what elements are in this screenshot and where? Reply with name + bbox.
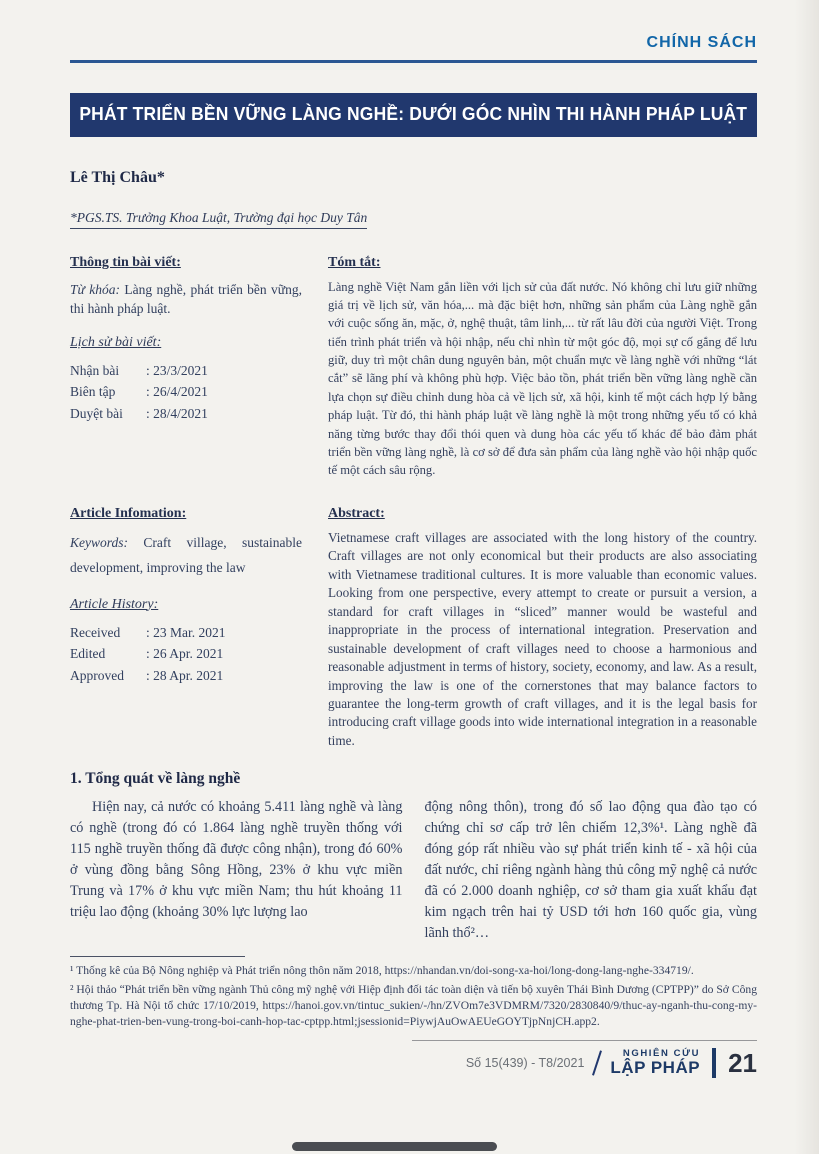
history-value: : 26 Apr. 2021 (146, 646, 224, 662)
footer-vertical-bar (712, 1048, 716, 1078)
body-columns (70, 797, 757, 943)
header-rule (70, 60, 757, 63)
footer-slash-divider (592, 1050, 602, 1075)
article-info-left-en (70, 506, 302, 751)
page-footer (70, 1040, 757, 1079)
horizontal-scrollbar-thumb[interactable] (292, 1142, 497, 1151)
issue-label: Số 15(439) - T8/2021 (465, 1056, 585, 1070)
section-heading: 1. Tổng quát về làng nghề (70, 770, 241, 788)
footer-rule (412, 1040, 757, 1041)
history-row-edited-vi (70, 381, 302, 403)
article-title: PHÁT TRIỂN BỀN VỮNG LÀNG NGHỀ: DƯỚI GÓC NHÌN THI HÀNH PHÁP LUẬT (79, 104, 748, 124)
journal-name-bottom: LẬP PHÁP (610, 1058, 701, 1078)
history-label: Biên tập (70, 384, 116, 400)
history-row-received-vi (70, 360, 302, 382)
abstract-block-vi (328, 255, 757, 480)
section-category-label: CHÍNH SÁCH (646, 34, 757, 51)
article-info-english (70, 506, 757, 751)
history-label: Duyệt bài (70, 406, 123, 422)
abstract-heading-vi: Tóm tắt: (328, 254, 381, 270)
keywords-label-vi: Từ khóa: (70, 281, 120, 297)
history-heading-en: Article History: (70, 596, 159, 612)
footer-row (70, 1048, 757, 1079)
author-affiliation: *PGS.TS. Trưởng Khoa Luật, Trường đại học Duy Tân (70, 210, 367, 229)
article-body (70, 770, 757, 943)
author-block (70, 169, 757, 229)
history-value: : 23/3/2021 (146, 362, 208, 378)
journal-logo (610, 1049, 700, 1077)
abstract-heading-en: Abstract: (328, 505, 385, 521)
keywords-text-en: Craft village, sustainable development, improving the law (70, 534, 302, 575)
article-info-left-vi (70, 255, 302, 480)
body-column-left: Hiện nay, cả nước có khoảng 5.411 làng nghề và làng có nghề (trong đó có 1.864 làng nghề truyền thống với 115 nghề truyền thống đã được công nhận), trong đó 60% ở vùng đồng bằng Sông Hồng, 23% ở khu vực miền Trung và 17% ở khu vực miền Nam; thu hút khoảng 11 triệu lao động (khoảng 30% lực lượng lao (70, 799, 403, 920)
history-label: Approved (70, 668, 124, 684)
history-value: : 28 Apr. 2021 (146, 668, 224, 684)
history-row-approved-en (70, 665, 302, 687)
history-row-edited-en (70, 643, 302, 665)
history-label: Received (70, 624, 121, 640)
info-heading-vi: Thông tin bài viết: (70, 254, 181, 270)
keywords-text-vi: Làng nghề, phát triển bền vững, thi hành pháp luật. (70, 281, 302, 317)
article-title-banner (70, 93, 757, 137)
history-label: Edited (70, 646, 106, 662)
page-header (70, 0, 757, 63)
author-name: Lê Thị Châu* (70, 168, 165, 186)
abstract-text-en: Vietnamese craft villages are associated with the long history of the country. Craft villages are not only economical but their products are also associating with Vietnamese traditional cultures. It is more valuable than economic values. Looking from one perspective, every attempt to create or pursuit a version, a standard for craft villages in “sliced” manner would be wasteful and inappropriate in the process of international integration. Preservation and sustainable development of craft villages need to choose a harmonious and reasonable adjustment in terms of history, society, economy, and law. As a result, improving the law is one of the cornerstones that may balance factors to guarantee the long-term growth of craft villages, and it is the legal basis for introducing craft village goods into wide international integration in a reasonable time. (328, 529, 757, 748)
keywords-label-en: Keywords: (70, 534, 128, 550)
footnotes (70, 956, 757, 1030)
article-info-vietnamese (70, 255, 757, 480)
journal-name-top: NGHIÊN CỨU (622, 1048, 701, 1060)
footnote-2: ² Hội thảo “Phát triển bền vững ngành Thủ công mỹ nghệ với Hiệp định đối tác toàn diện và tiến bộ xuyên Thái Bình Dương (CPTPP)” do Sở Công thương Tp. Hà Nội tổ chức 17/10/2019, https://hanoi.gov.vn/tintuc_sukien/-/hn/ZVOm7e3VDMRM/7320/2830840/9/thuc-ay-nganh-thu-cong-my-nghe-phat-trien-ben-vung-trong-boi-canh-hop-tac-cptpp.html;jsessionid=PiywjAuOwAEUeGOYTjpNnjCH.app2. (70, 982, 757, 1028)
footnote-divider (70, 956, 245, 957)
history-table-en (70, 622, 302, 688)
keywords-block-en (70, 531, 302, 581)
keywords-block-vi (70, 280, 302, 319)
history-value: : 26/4/2021 (146, 384, 208, 400)
history-table-vi (70, 360, 302, 426)
history-row-received-en (70, 622, 302, 644)
abstract-text-vi: Làng nghề Việt Nam gắn liền với lịch sử của đất nước. Nó không chỉ lưu giữ những giá trị về lịch sử, văn hóa,... mà đặc biệt hơn, những sản phẩm của Làng nghề gắn với cuộc sống ăn, mặc, ở, nghệ thuật, tâm linh,... từ rất lâu đời của người Việt. Trong tiến trình phát triển và hội nhập, nếu chỉ nhìn từ một góc độ, mọi sự cố gắng để lưu giữ, duy trì một chân dung nguyên bản, một chuẩn mực về làng nghề với những “lát cắt” sẽ lãng phí và không phù hợp. Việc bảo tồn, phát triển bền vững làng nghề cần lựa chọn sự điều chỉnh dung hòa cả về lịch sử, xã hội, kinh tế một cách hợp lý bằng pháp luật. Từ đó, thi hành pháp luật về làng nghề là một trong những yếu tố có khả năng từng bước thay đổi thói quen và dung hòa các yếu tố khác để bảo đảm phát triển bền vững làng nghề, là cơ sở để đưa sản phẩm của làng nghề vào hội nhập quốc tế một cách sâu rộng. (328, 279, 757, 478)
page-number: 21 (728, 1047, 757, 1078)
history-value: : 23 Mar. 2021 (146, 624, 226, 640)
footnote-1: ¹ Thống kê của Bộ Nông nghiệp và Phát triển nông thôn năm 2018, https://nhandan.vn/doi-song-xa-hoi/long-dong-lang-nghe-334719/. (70, 963, 694, 977)
history-row-approved-vi (70, 403, 302, 425)
body-column-right: động nông thôn), trong đó số lao động qua đào tạo có chứng chỉ sơ cấp trở lên chiếm 12,3%¹. Làng nghề đã đóng góp rất nhiều vào sự phát triển kinh tế - xã hội của đất nước, chỉ riêng ngành hàng thủ công mỹ nghệ cả nước đã có 2.000 doanh nghiệp, cơ sở tham gia xuất khẩu đạt kim ngạch trên hai tỷ USD tới hơn 160 quốc gia, vùng lãnh thổ²… (424, 799, 757, 941)
history-label: Nhận bài (70, 362, 120, 378)
history-heading-vi: Lịch sử bài viết: (70, 334, 162, 350)
abstract-block-en (328, 506, 757, 751)
info-heading-en: Article Infomation: (70, 505, 187, 521)
history-value: : 28/4/2021 (146, 406, 208, 422)
